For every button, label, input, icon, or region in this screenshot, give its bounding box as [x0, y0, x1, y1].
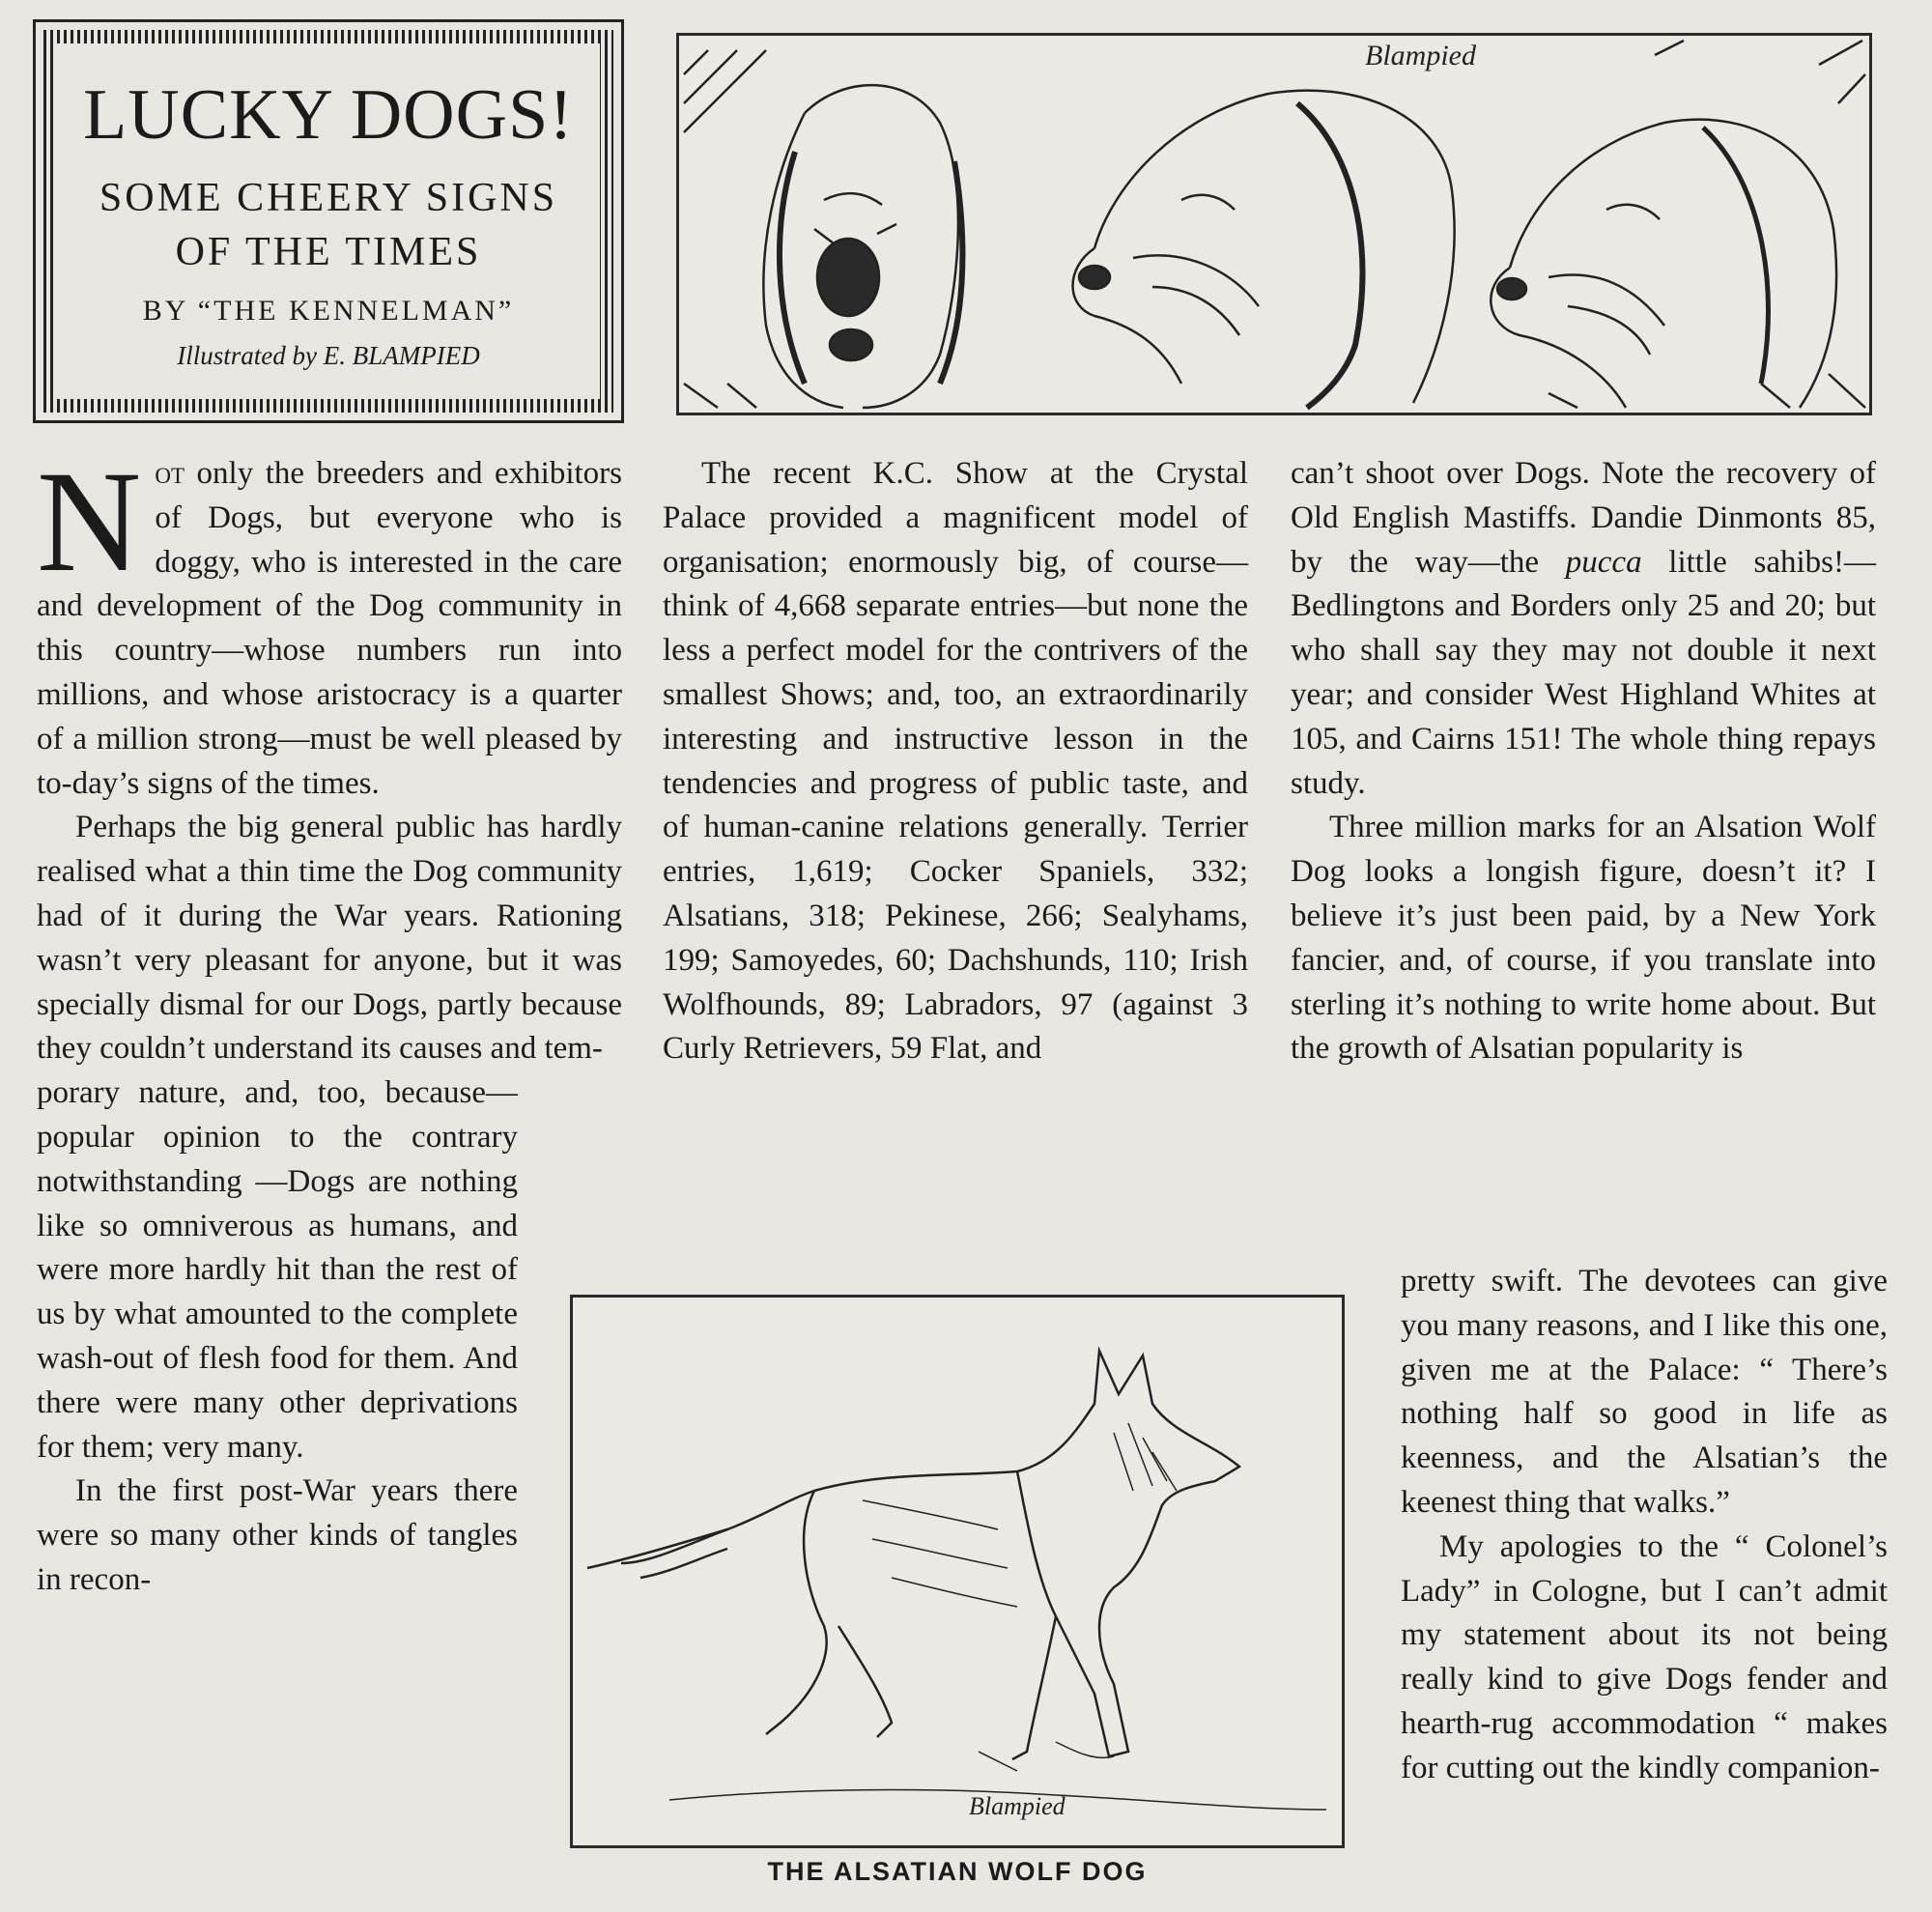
paragraph-marks-narrow: pretty swift. The devotees can give you many reasons, and I like this one, given me at the Palace: “ There’s nothing half so good in life as keenness, and the Alsatian’s the keenest thing that walks.” — [1401, 1264, 1888, 1520]
paragraph-breeds — [1291, 452, 1876, 806]
byline: BY “THE KENNELMAN” — [142, 295, 515, 327]
subtitle-line-2: OF THE TIMES — [175, 230, 482, 274]
alsatian-drawing — [573, 1298, 1342, 1845]
column-1-narrow — [37, 1071, 518, 1603]
figure-caption: THE ALSATIAN WOLF DOG — [767, 1857, 1148, 1886]
article-column-1 — [37, 442, 622, 1603]
paragraph-apologies: My apologies to the “ Colonel’s Lady” in Cologne, but I can’t admit my statement about its not being really kind to give Dogs fender and hearth-rug accommodation “ makes for cutting out the kindly companion- — [1401, 1528, 1888, 1785]
title-box — [33, 19, 624, 423]
paragraph-3: In the first post-War years there were so many other kinds of tangles in recon- — [37, 1473, 518, 1597]
artist-signature: Blampied — [1365, 40, 1476, 71]
article-column-3-narrow — [1401, 1260, 1888, 1791]
subtitle-line-1: SOME CHEERY SIGNS — [99, 176, 558, 220]
italic-word: pucca — [1565, 544, 1642, 580]
paragraph-marks-wide: Three million marks for an Alsation Wolf Dog looks a longish figure, doesn’t it? I believe it’s just been paid, by a New York fancier, and, of course, if you translate into sterling it’s nothing to write home about. But the growth of Alsatian popularity is — [1291, 810, 1876, 1067]
article-column-2 — [663, 452, 1248, 1071]
artist-signature-2: Blampied — [969, 1792, 1065, 1820]
article-column-3 — [1291, 452, 1876, 1071]
article-subtitle — [57, 171, 600, 279]
bloodhound-heads-illustration — [676, 33, 1872, 415]
paragraph-kc-show: The recent K.C. Show at the Crystal Palace provided a magnificent model of organisation; enormously big, of course—think of 4,668 separate entries—but none the less a perfect model for the contrivers of the smallest Shows; and, too, an extraordinarily interesting and instructive lesson in the tendencies and progress of public taste, and of human-canine relations generally. Terrier entries, 1,619; Cocker Spaniels, 332; Alsatians, 318; Pekinese, 266; Sealyhams, 199; Samoyedes, 60; Dachshunds, 110; Irish Wolfhounds, 89; Labradors, 97 (against 3 Curly Retrievers, 59 Flat, and — [663, 456, 1248, 1067]
breeds-text-a: can’t shoot over Dogs. Note the recovery of Old English Mastiffs. Dandie Dinmonts 85, by the way—the — [1291, 456, 1876, 580]
breeds-text-b: little sahibs!—Bedlingtons and Borders only 25 and 20; but who shall say they may not double it next year; and consider West Highland Whites at 105, and Cairns 151! The whole thing repays study. — [1291, 544, 1877, 801]
article-title: LUCKY DOGS! — [83, 75, 574, 155]
bloodhound-drawing — [679, 36, 1869, 413]
paragraph-2-narrow: porary nature, and, too, because—popular opinion to the contrary notwithstanding —Dogs are nothing like so omniverous as humans, and were more hardly hit than the rest of us by what amounted to the complete wash-out of flesh food for them. And there were many other deprivations for them; very many. — [37, 1075, 518, 1465]
paragraph-1 — [37, 442, 622, 806]
title-frame — [43, 30, 613, 413]
alsatian-illustration — [570, 1295, 1345, 1848]
paragraph-1-text: only the breeders and exhibitors of Dogs, but everyone who is doggy, who is interested in the care and development of the Dog community in this country—whose numbers run into millions, and whose aristocracy is a quarter of a million strong—must be well pleased by to-day’s signs of the times. — [37, 456, 622, 801]
illustrator-credit: Illustrated by E. BLAMPIED — [177, 341, 480, 370]
small-caps-lead: ot — [155, 456, 185, 491]
paragraph-2-wide: Perhaps the big general public has hardly realised what a thin time the Dog community had of it during the War years. Rationing wasn’t very pleasant for anyone, but it was specially dismal for our Dogs, partly because they couldn’t understand its causes and tem- — [37, 810, 622, 1067]
drop-cap: N — [37, 442, 142, 602]
